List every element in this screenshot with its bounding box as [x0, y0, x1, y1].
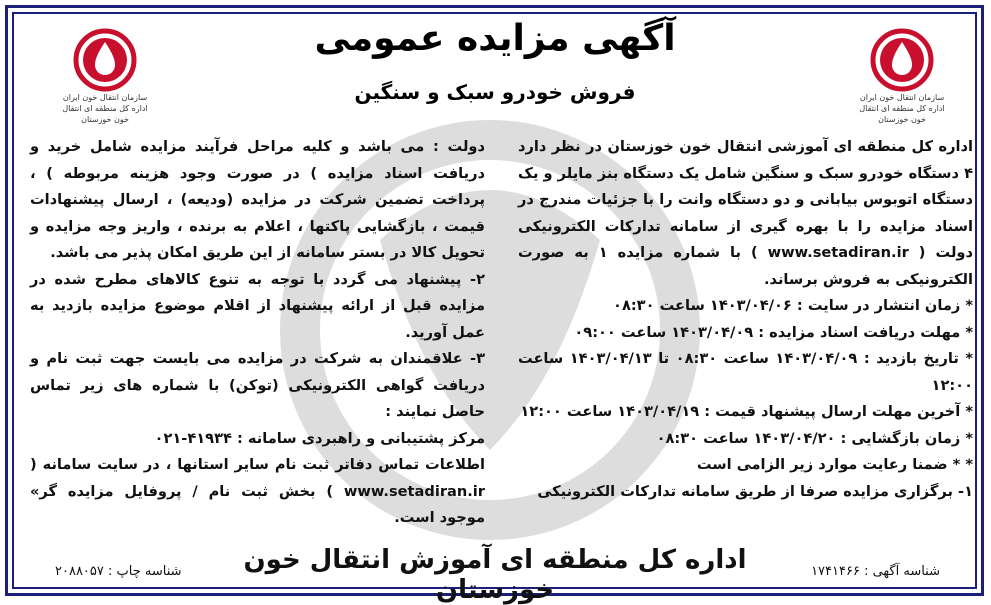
schedule-item-visit: * تاریخ بازدید : ۱۴۰۳/۰۴/۰۹ ساعت ۰۸:۳۰ تا ۱۴۰۳/۰۴/۱۳ ساعت ۱۲:۰۰	[518, 350, 973, 394]
left-paragraph-1: دولت : می باشد و کلیه مراحل فرآیند مزایده شامل خرید و دریافت اسناد مزایده ) در صورت وجود هزینه مربوطه ) ، پرداخت تضمین شرکت در مزایده (ودیعه) ، ارسال پیشنهادات قیمت ، بازگشایی پاکتها ، اعلام به برنده ، واریز وجه مزایده و تحویل کالا در بستر سامانه از این طریق امکان پذیر می باشد.	[30, 138, 485, 261]
support-center-phone: مرکز پشتیبانی و راهبردی سامانه : ۴۱۹۳۴-۰۲۱	[154, 429, 485, 447]
blood-transfusion-logo-icon	[870, 28, 934, 92]
blood-transfusion-logo-icon	[73, 28, 137, 92]
left-column	[30, 134, 485, 532]
logo-caption-line3: خون خوزستان	[878, 115, 926, 124]
logo-caption-line3: خون خوزستان	[81, 115, 129, 124]
schedule-item-deadline: * آخرین مهلت ارسال پیشنهاد قیمت : ۱۴۰۳/۰۴/۱۹ ساعت ۱۲:۰۰	[520, 403, 973, 420]
logo-right	[847, 28, 957, 125]
footer-organization: اداره کل منطقه ای آموزش انتقال خون خوزستان	[243, 545, 747, 605]
ad-id: شناسه آگهی : ۱۷۴۱۴۶۶	[811, 564, 940, 579]
print-id: شناسه چاپ : ۲۰۸۸۰۵۷	[55, 564, 182, 579]
intro-paragraph	[518, 134, 973, 293]
requirement-3: ۳- علاقمندان به شرکت در مزایده می بایست جهت ثبت نام و دریافت گواهی الکترونیکی (توکن) با شماره های زیر تماس حاصل نمایند :	[30, 350, 485, 420]
setadiran-link[interactable]: www.setadiran.ir	[343, 482, 485, 500]
registration-offices-end-text: ) بخش ثبت نام / پروفایل مزایده گر» موجود است.	[30, 482, 485, 526]
notice-subtitle: فروش خودرو سبک و سنگین	[354, 80, 636, 104]
intro-text: اداره کل منطقه ای آموزشی انتقال خون خوزستان در نظر دارد ۴ دستگاه خودرو سبک و سنگین شامل یک دستگاه بنز مایلر و یک دستگاه اتوبوس بیابانی و دو دستگاه وانت را با جزئیات مندرج در اسناد مزایده را با بهره گیری از سامانه تدارکات الکترونیکی دولت (	[518, 138, 973, 261]
schedule-item-publish: * زمان انتشار در سایت : ۱۴۰۳/۰۴/۰۶ ساعت ۰۸:۳۰	[613, 297, 973, 314]
logo-caption-line2: اداره کل منطقه ای انتقال	[859, 104, 945, 113]
schedule-item-opening: * زمان بازگشایی : ۱۴۰۳/۰۴/۲۰ ساعت ۰۸:۳۰	[656, 429, 973, 447]
logo-caption-line2: اداره کل منطقه ای انتقال	[62, 104, 148, 113]
requirements-heading: * * ضمنا رعایت موارد زیر الزامی است	[696, 456, 973, 473]
intro-end-text: ) با شماره مزایده ۱ به صورت الکترونیکی به فروش برساند.	[518, 244, 973, 288]
right-column	[518, 134, 973, 505]
logo-left	[50, 28, 160, 125]
setadiran-link[interactable]: www.setadiran.ir	[767, 244, 909, 261]
logo-caption-line1: سازمان انتقال خون ایران	[859, 93, 945, 102]
logo-caption-line1: سازمان انتقال خون ایران	[62, 93, 148, 102]
requirement-2: ۲- پیشنهاد می گردد با توجه به تنوع کالاهای مطرح شده در مزایده قبل از ارائه پیشنهاد از اقلام موضوع مزایده بازدید به عمل آورید.	[30, 270, 485, 341]
schedule-item-docs: * مهلت دریافت اسناد مزایده : ۱۴۰۳/۰۴/۰۹ ساعت ۰۹:۰۰	[574, 323, 973, 341]
requirement-1: ۱- برگزاری مزایده صرفا از طریق سامانه تدارکات الکترونیکی	[537, 482, 973, 500]
notice-title: آگهی مزایده عمومی	[314, 18, 676, 59]
registration-offices-paragraph	[30, 452, 485, 532]
registration-offices-text: اطلاعات تماس دفاتر ثبت نام سایر استانها ، در سایت سامانه (	[30, 456, 485, 473]
